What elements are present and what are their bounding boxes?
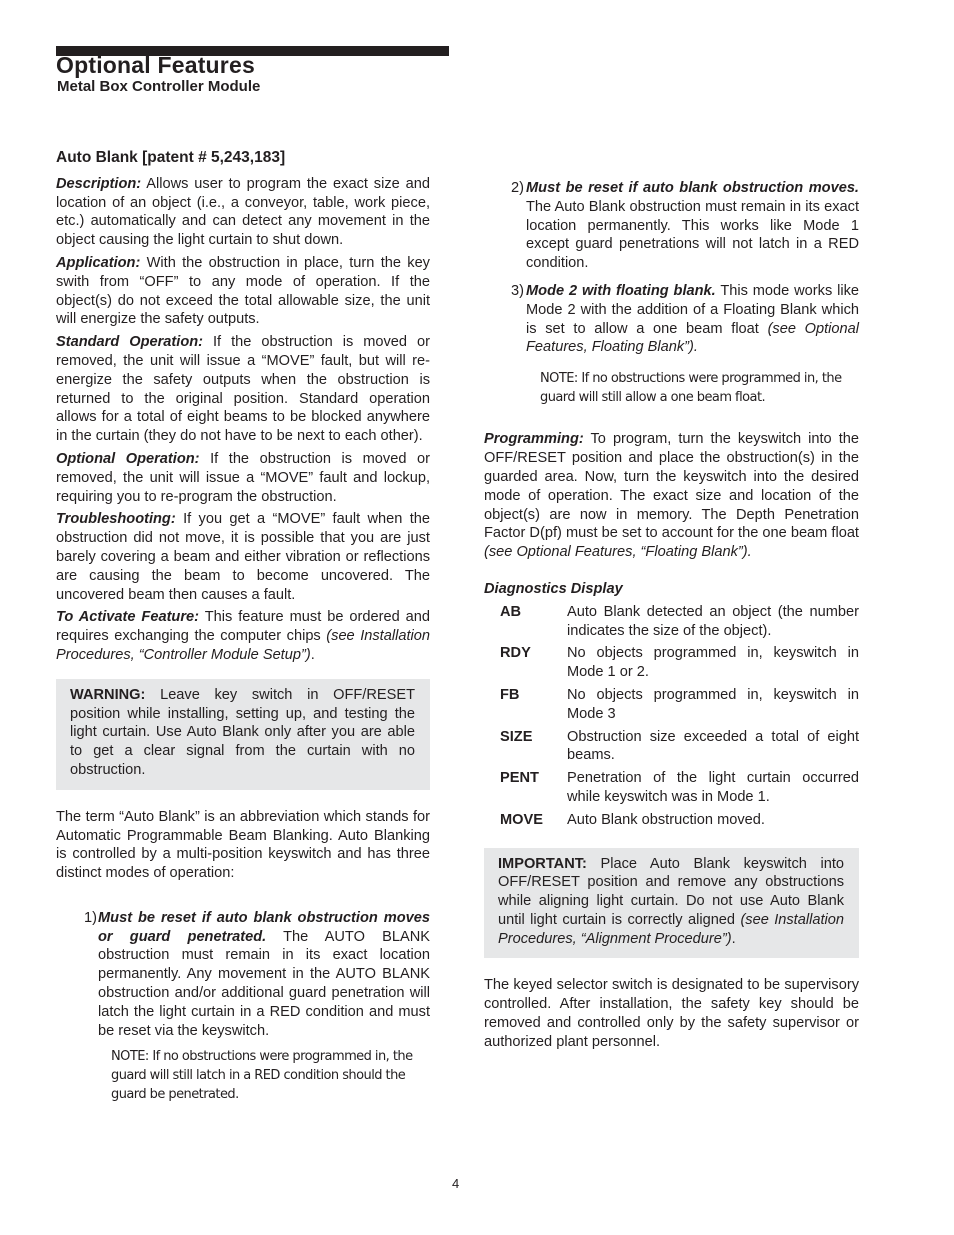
description-text: Allows user to program the exact size and location of an object (i.e., a conveyor, table, work piece, etc.) automatically and can detect any movement in the object causing the light curtain to shut down.	[56, 175, 430, 249]
right-column	[484, 179, 859, 1052]
diagnostic-description: No objects programmed in, keyswitch in Mode 3	[567, 686, 859, 722]
programming-reference: (see Optional Features, “Floating Blank”).	[484, 544, 752, 561]
mode-1-label: Must be reset if auto blank obstruction moves or guard penetrated.	[98, 909, 430, 945]
diagnostic-code: AB	[500, 603, 522, 620]
warning-label: WARNING:	[70, 686, 146, 703]
optional-operation-paragraph	[56, 450, 430, 506]
table-row	[500, 644, 859, 686]
table-row	[500, 728, 859, 770]
important-text: Place Auto Blank keyswitch into OFF/RESET position and remove any obstructions while aligning light curtain. Do not use Auto Blank until light curtain is correctly aligned	[498, 855, 845, 928]
warning-box	[56, 679, 430, 790]
important-label: IMPORTANT:	[498, 855, 587, 872]
table-row	[500, 811, 859, 834]
mode-3-text: This mode works like Mode 2 with the addition of a Floating Blank which is set to allow a one beam float	[526, 282, 860, 337]
mode-1-number: 1)	[84, 909, 97, 926]
table-row	[500, 603, 859, 645]
important-box	[484, 848, 859, 959]
diagnostics-title: Diagnostics Display	[484, 580, 623, 597]
troubleshooting-text: If you get a “MOVE” fault when the obstruction did not move, it is possible that you are just barely covering a beam and either vibration or reflections are causing the beam to become uncovered. The uncovered beam then causes a fault.	[56, 511, 430, 603]
activate-paragraph	[56, 608, 430, 664]
left-column	[56, 149, 430, 1104]
warning-text: Leave key switch in OFF/RESET position while installing, setting up, and testing the light curtain. Use Auto Blank only after you are able to get a clear signal from the curtain with no obstruction.	[70, 686, 415, 778]
application-label: Application:	[56, 254, 141, 271]
activate-label: To Activate Feature:	[56, 609, 200, 626]
application-paragraph	[56, 254, 430, 329]
diagnostic-code: SIZE	[500, 728, 533, 745]
mode-2	[484, 179, 859, 273]
diagnostic-code: FB	[500, 686, 520, 703]
diagnostics-table	[500, 603, 859, 834]
mode-2-text: The Auto Blank obstruction must remain in its exact location permanently. This works like Mode 1 except guard penetrations will not latch in a RED condition.	[526, 198, 859, 272]
section-heading: Auto Blank [patent # 5,243,183]	[56, 149, 286, 166]
diagnostic-code: MOVE	[500, 811, 543, 828]
diagnostic-description: Auto Blank detected an object (the number indicates the size of the object).	[567, 603, 859, 639]
intro-paragraph: The term “Auto Blank” is an abbreviation which stands for Automatic Programmable Beam Blanking. Auto Blanking is controlled by a multi-position keyswitch and has three distinct modes of operation:	[56, 808, 430, 882]
mode-2-label: Must be reset if auto blank obstruction moves.	[526, 180, 859, 196]
table-row	[500, 769, 859, 811]
optional-operation-label: Optional Operation:	[56, 450, 200, 467]
closing-paragraph: The keyed selector switch is designated to be supervisory controlled. After installation, the safety key should be removed and controlled only by the safety supervisor or authorized plant personnel.	[484, 977, 859, 1050]
important-reference: (see Installation Procedures, “Alignment Procedure”)	[498, 911, 844, 947]
page-subtitle: Metal Box Controller Module	[57, 78, 261, 95]
diagnostic-code: RDY	[500, 645, 531, 662]
mode-3-number: 3)	[511, 282, 524, 299]
standard-operation-label: Standard Operation:	[56, 334, 204, 351]
table-row	[500, 686, 859, 728]
diagnostic-code: PENT	[500, 770, 539, 787]
programming-paragraph	[484, 430, 859, 562]
important-end: .	[731, 930, 736, 947]
troubleshooting-label: Troubleshooting:	[56, 511, 176, 528]
programming-text: To program, turn the keyswitch into the OFF/RESET position and place the obstruction(s) in the guarded area. Now, turn the keyswitch into the desired mode of operation. The exact size and location of the object(s) are now in memory. The Depth Penetration Factor D(pf) must be set to account for the one beam float	[484, 431, 859, 542]
standard-operation-paragraph	[56, 333, 430, 446]
programming-label: Programming:	[484, 431, 584, 448]
diagnostic-description: Obstruction size exceeded a total of eight beams.	[567, 728, 859, 764]
page-number: 4	[452, 1176, 460, 1191]
mode-1	[56, 909, 430, 1041]
activate-end: .	[310, 646, 315, 663]
description-label: Description:	[56, 175, 142, 192]
standard-operation-text: If the obstruction is moved or removed, the unit will issue a “MOVE” fault, but will re-energize the safety outputs when the obstruction is returned to the original position. Standard operation allows for a total of eight beams to be blocked anywhere in the curtain (they do not have to be next to each other).	[56, 334, 430, 445]
description-paragraph	[56, 175, 430, 250]
application-text: With the obstruction in place, turn the key swith from “OFF” to any mode of operation. If the object(s) do not exceed the total allowable size, the unit will energize the safety outputs.	[56, 254, 430, 328]
mode-3	[484, 282, 859, 357]
page-title: Optional Features	[56, 52, 255, 78]
mode-2-number: 2)	[511, 180, 524, 196]
diagnostic-description: Penetration of the light curtain occurred while keyswitch was in Mode 1.	[567, 770, 859, 805]
mode-1-text: The AUTO BLANK obstruction must remain in its exact location permanently. Any movement in the AUTO BLANK obstruction and/or additional guard penetration will latch the light curtain in a RED condition and must be reset via the keyswitch.	[98, 928, 430, 1039]
optional-operation-text: If the obstruction is moved or removed, the unit will issue a “MOVE” fault and lockup, requiring you to re-program the obstruction.	[56, 450, 430, 505]
mode-3-label: Mode 2 with floating blank.	[526, 282, 716, 299]
mode-3-note: NOTE: If no obstructions were programmed in, the guard will still allow a one beam float.	[540, 371, 842, 405]
activate-reference: (see Installation Procedures, “Controller Module Setup”)	[56, 628, 430, 663]
diagnostic-description: Auto Blank obstruction moved.	[567, 811, 765, 828]
mode-3-reference: (see Optional Features, Floating Blank”).	[526, 320, 860, 356]
mode-1-note: NOTE: If no obstructions were programmed in, the guard will still latch in a RED condition should the guard be penetrated.	[111, 1049, 413, 1102]
activate-text: This feature must be ordered and requires exchanging the computer chips	[56, 609, 430, 645]
diagnostic-description: No objects programmed in, keyswitch in Mode 1 or 2.	[567, 645, 859, 681]
troubleshooting-paragraph	[56, 510, 430, 604]
